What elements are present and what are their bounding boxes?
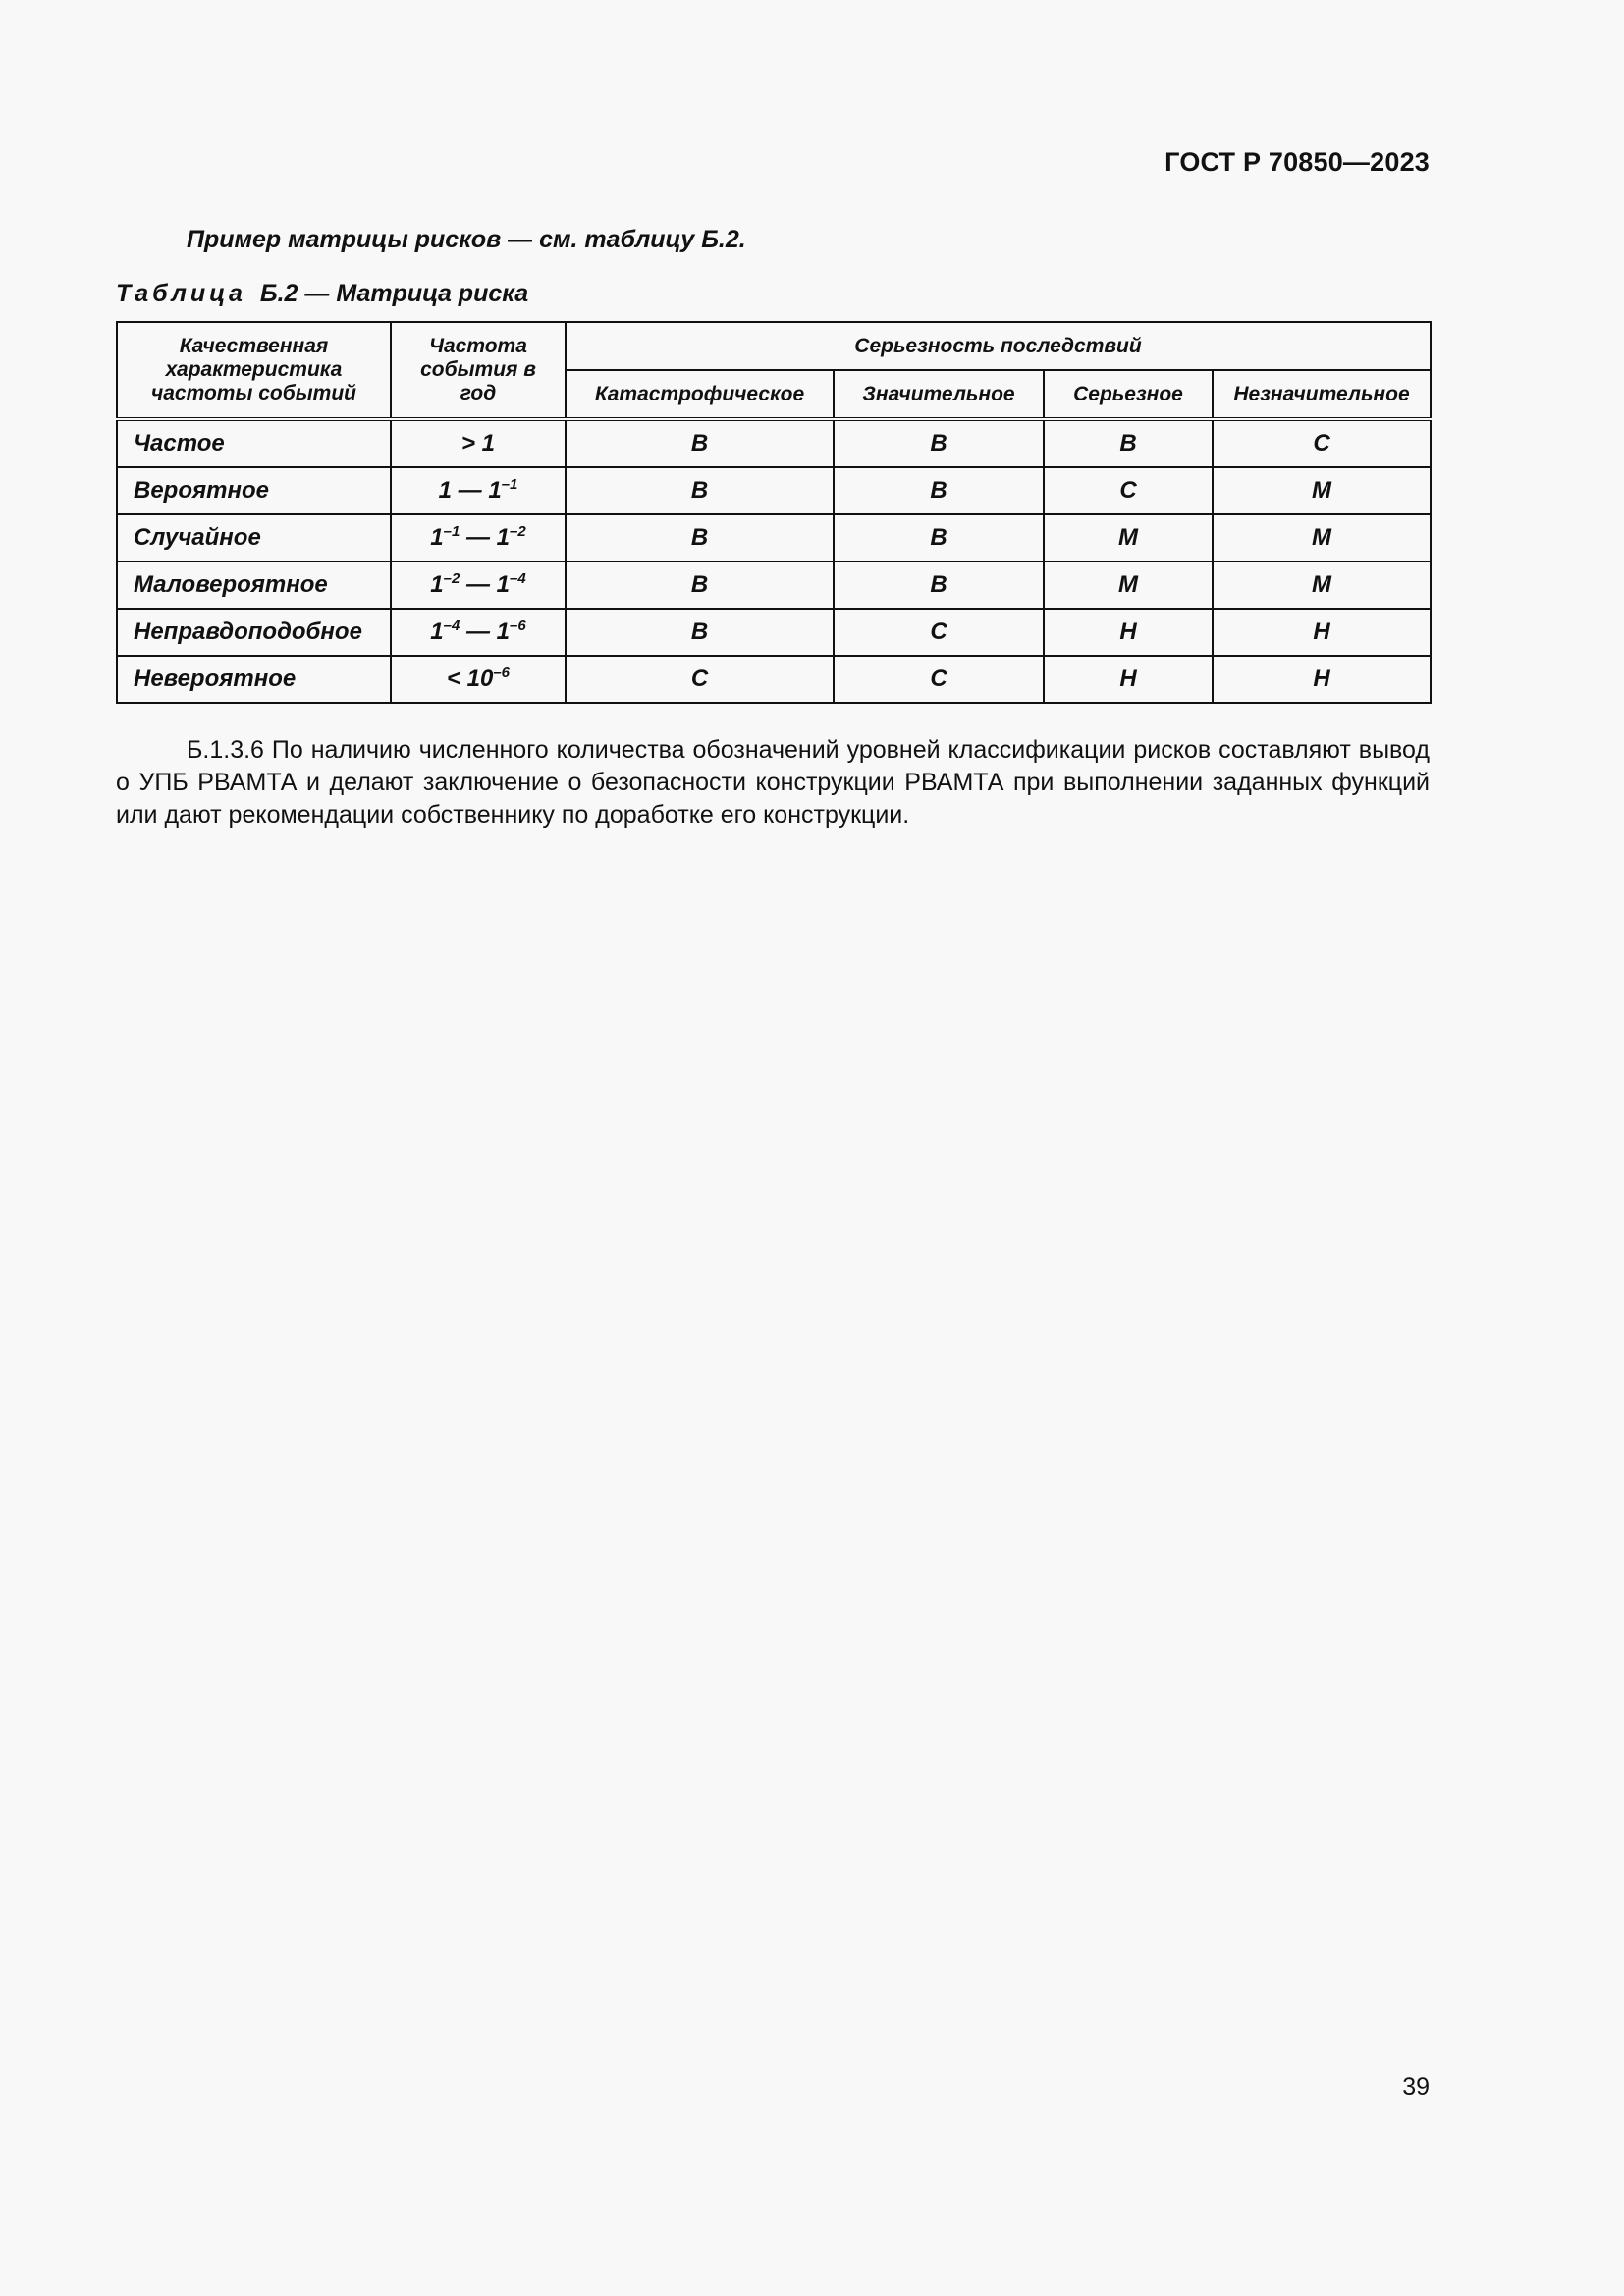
header-severity-catastrophic: Катастрофическое [566, 370, 834, 419]
risk-cell: В [566, 561, 834, 609]
document-designation: ГОСТ Р 70850—2023 [1164, 147, 1430, 177]
row-frequency: $1^{-2}$ — $1^{-4}$ [391, 561, 566, 609]
table-caption-label: Таблица [116, 280, 246, 307]
row-category: Вероятное [117, 467, 391, 514]
risk-cell: В [566, 467, 834, 514]
risk-cell: В [566, 419, 834, 467]
table-row [117, 467, 1431, 514]
row-frequency: > 1 [391, 419, 566, 467]
row-category: Невероятное [117, 656, 391, 703]
risk-cell: М [1213, 561, 1431, 609]
row-frequency: $1^{-4}$ — $1^{-6}$ [391, 609, 566, 656]
table-caption [116, 280, 528, 308]
header-severity-serious: Серьезное [1044, 370, 1213, 419]
risk-cell: В [834, 419, 1044, 467]
risk-cell: В [1044, 419, 1213, 467]
header-severity-minor: Незначительное [1213, 370, 1431, 419]
risk-matrix-table [116, 321, 1432, 704]
header-severity-significant: Значительное [834, 370, 1044, 419]
row-category: Маловероятное [117, 561, 391, 609]
risk-cell: М [1213, 467, 1431, 514]
risk-cell: С [834, 609, 1044, 656]
risk-cell: Н [1213, 656, 1431, 703]
row-category: Случайное [117, 514, 391, 561]
risk-cell: Н [1044, 656, 1213, 703]
risk-cell: М [1044, 561, 1213, 609]
table-row [117, 514, 1431, 561]
risk-cell: В [566, 609, 834, 656]
header-frequency-category: Качественная характеристика частоты событий [117, 322, 391, 419]
risk-cell: В [834, 514, 1044, 561]
risk-cell: В [834, 561, 1044, 609]
table-row [117, 656, 1431, 703]
risk-cell: С [566, 656, 834, 703]
table-row [117, 419, 1431, 467]
risk-cell: Н [1044, 609, 1213, 656]
risk-cell: М [1213, 514, 1431, 561]
table-caption-title: Б.2 — Матрица риска [259, 280, 529, 307]
risk-cell: С [1044, 467, 1213, 514]
risk-cell: М [1044, 514, 1213, 561]
row-frequency: 1 — $1^{-1}$ [391, 467, 566, 514]
risk-cell: В [834, 467, 1044, 514]
body-paragraph: Б.1.3.6 По наличию численного количества обозначений уровней классификации рисков составляют вывод о УПБ РВАМТА и делают заключение о безопасности конструкции РВАМТА при выполнении заданных функций или дают рекомендации собственнику по доработке его конструкции. [116, 736, 1430, 828]
row-category: Частое [117, 419, 391, 467]
risk-cell: Н [1213, 609, 1431, 656]
table-row [117, 561, 1431, 609]
risk-cell: В [566, 514, 834, 561]
risk-cell: С [834, 656, 1044, 703]
row-category: Неправдоподобное [117, 609, 391, 656]
header-frequency-per-year: Частота события в год [391, 322, 566, 419]
risk-cell: С [1213, 419, 1431, 467]
row-frequency: < $10^{-6}$ [391, 656, 566, 703]
table-row [117, 609, 1431, 656]
intro-text: Пример матрицы рисков — см. таблицу Б.2. [187, 226, 746, 253]
row-frequency: $1^{-1}$ — $1^{-2}$ [391, 514, 566, 561]
page-number: 39 [1402, 2073, 1430, 2101]
header-severity-group: Серьезность последствий [566, 322, 1431, 370]
